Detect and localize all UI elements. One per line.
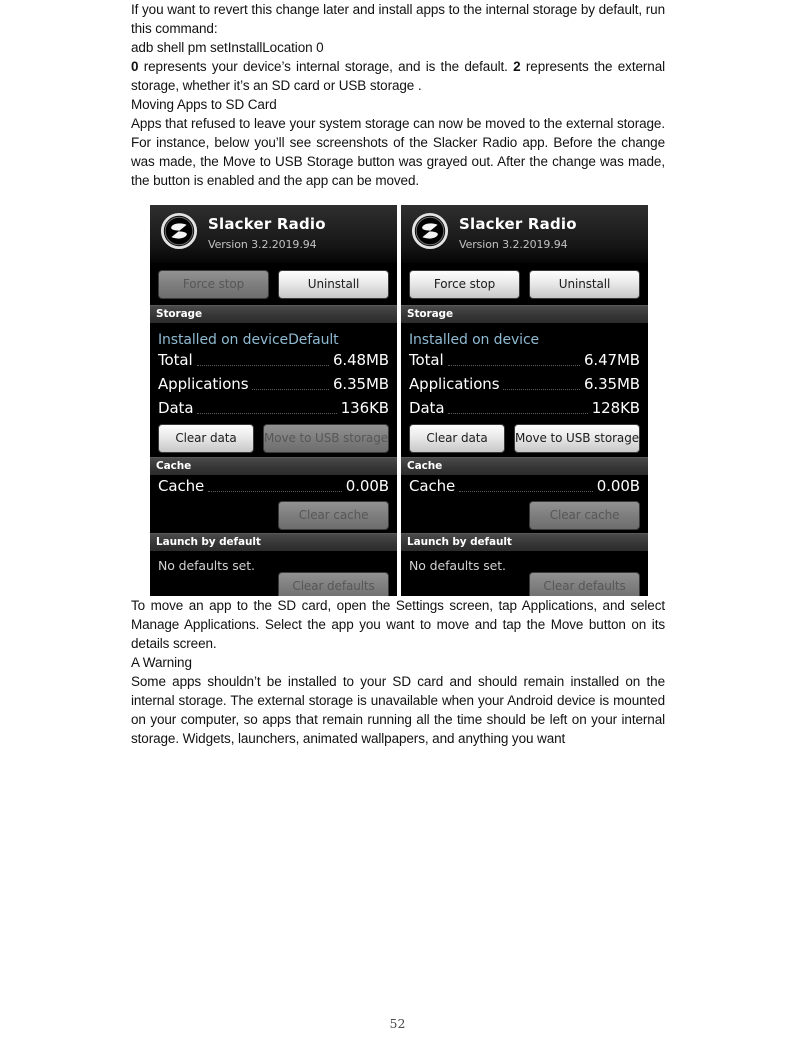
dotted-leader bbox=[448, 413, 587, 414]
storage-buttons bbox=[401, 421, 648, 457]
cache-value: 0.00B bbox=[345, 477, 389, 495]
force-stop-button: Force stop bbox=[409, 270, 520, 299]
launch-by-default-section-header: Launch by default bbox=[150, 533, 397, 551]
total-value: 6.47MB bbox=[583, 351, 640, 369]
total-value: 6.48MB bbox=[332, 351, 389, 369]
dotted-leader bbox=[252, 389, 329, 390]
clear-data-button: Clear data bbox=[409, 424, 505, 453]
data-row bbox=[401, 397, 648, 421]
applications-label: Applications bbox=[158, 375, 249, 393]
cache-buttons bbox=[401, 499, 648, 533]
slacker-radio-app-icon bbox=[160, 212, 198, 256]
installed-location-label: Installed on deviceDefault bbox=[158, 332, 339, 348]
app-action-buttons bbox=[401, 263, 648, 305]
move-to-usb-button: Move to USB storage bbox=[514, 424, 640, 453]
uninstall-button: Uninstall bbox=[529, 270, 640, 299]
screenshot-after-change bbox=[401, 205, 648, 596]
storage-section-header: Storage bbox=[150, 305, 397, 323]
clear-defaults-button: Clear defaults bbox=[529, 572, 640, 596]
launch-by-default-section-header: Launch by default bbox=[401, 533, 648, 551]
bold-zero: 0 bbox=[131, 59, 139, 74]
storage-buttons bbox=[150, 421, 397, 457]
dotted-leader bbox=[448, 365, 580, 366]
applications-value: 6.35MB bbox=[583, 375, 640, 393]
cache-row bbox=[150, 475, 397, 499]
paragraph-install-location bbox=[131, 57, 665, 95]
move-to-usb-button: Move to USB storage bbox=[263, 424, 389, 453]
cache-buttons bbox=[150, 499, 397, 533]
applications-value: 6.35MB bbox=[332, 375, 389, 393]
page-number: 52 bbox=[389, 1016, 406, 1031]
installed-location-label: Installed on device bbox=[409, 332, 540, 348]
app-name: Slacker Radio bbox=[459, 214, 577, 233]
cache-label: Cache bbox=[409, 477, 456, 495]
no-defaults-label: No defaults set. bbox=[409, 558, 506, 573]
app-info-header bbox=[150, 205, 397, 263]
cache-value: 0.00B bbox=[596, 477, 640, 495]
clear-cache-button: Clear cache bbox=[278, 501, 389, 530]
clear-defaults-button: Clear defaults bbox=[278, 572, 389, 596]
app-action-buttons bbox=[150, 263, 397, 305]
data-value: 136KB bbox=[340, 399, 389, 417]
data-row bbox=[150, 397, 397, 421]
app-info-header bbox=[401, 205, 648, 263]
heading-a-warning: A Warning bbox=[131, 655, 192, 670]
cache-section-header: Cache bbox=[401, 457, 648, 475]
total-row bbox=[401, 349, 648, 373]
force-stop-button: Force stop bbox=[158, 270, 269, 299]
data-value: 128KB bbox=[591, 399, 640, 417]
page-content bbox=[131, 0, 665, 748]
dotted-leader bbox=[503, 389, 580, 390]
paragraph-warning-text: Some apps shouldn’t be installed to your SD card and should remain installed on the internal storage. The external storage is unavailable when your Android device is mounted on your computer, so apps that remain running all the time should be left on your internal storage. Widgets, launchers, animated wallpapers, and anything you want bbox=[131, 674, 665, 746]
total-label: Total bbox=[158, 351, 193, 369]
dotted-leader bbox=[197, 413, 336, 414]
total-label: Total bbox=[409, 351, 444, 369]
slacker-radio-screenshots-figure bbox=[150, 205, 648, 596]
data-label: Data bbox=[158, 399, 194, 417]
para2-text2: represents the external storage, whether it’s an SD card or USB storage . bbox=[131, 59, 666, 93]
cache-label: Cache bbox=[158, 477, 205, 495]
bold-two: 2 bbox=[513, 59, 521, 74]
app-version: Version 3.2.2019.94 bbox=[459, 237, 568, 251]
data-label: Data bbox=[409, 399, 445, 417]
dotted-leader bbox=[459, 491, 593, 492]
storage-section-header: Storage bbox=[401, 305, 648, 323]
para2-text1: represents your device’s internal storage, and is the default. bbox=[138, 59, 514, 74]
launch-buttons bbox=[150, 571, 397, 596]
uninstall-button: Uninstall bbox=[278, 270, 389, 299]
clear-cache-button: Clear cache bbox=[529, 501, 640, 530]
slacker-radio-app-icon bbox=[411, 212, 449, 256]
applications-label: Applications bbox=[409, 375, 500, 393]
app-name: Slacker Radio bbox=[208, 214, 326, 233]
paragraph-revert-change: If you want to revert this change later and install apps to the internal storage by default, run this command: bbox=[131, 2, 665, 36]
dotted-leader bbox=[208, 491, 342, 492]
paragraph-apps-refused: Apps that refused to leave your system storage can now be moved to the external storage. For instance, below you’ll see screenshots of the Slacker Radio app. Before the change was made, the Move to USB Storage button was grayed out. After the change was made, the button is enabled and the app can be moved. bbox=[131, 116, 665, 188]
app-version: Version 3.2.2019.94 bbox=[208, 237, 317, 251]
app-title-block bbox=[208, 215, 326, 254]
heading-moving-apps: Moving Apps to SD Card bbox=[131, 97, 277, 112]
cache-row bbox=[401, 475, 648, 499]
no-defaults-label: No defaults set. bbox=[158, 558, 255, 573]
clear-data-button: Clear data bbox=[158, 424, 254, 453]
applications-row bbox=[401, 373, 648, 397]
adb-command-line: adb shell pm setInstallLocation 0 bbox=[131, 40, 324, 55]
app-title-block bbox=[459, 215, 577, 254]
launch-buttons bbox=[401, 571, 648, 596]
paragraph-move-instructions: To move an app to the SD card, open the Settings screen, tap Applications, and select Manage Applications. Select the app you want to move and tap the Move button on its details screen. bbox=[131, 598, 665, 651]
screenshot-before-change bbox=[150, 205, 397, 596]
dotted-leader bbox=[197, 365, 329, 366]
cache-section-header: Cache bbox=[150, 457, 397, 475]
applications-row bbox=[150, 373, 397, 397]
total-row bbox=[150, 349, 397, 373]
